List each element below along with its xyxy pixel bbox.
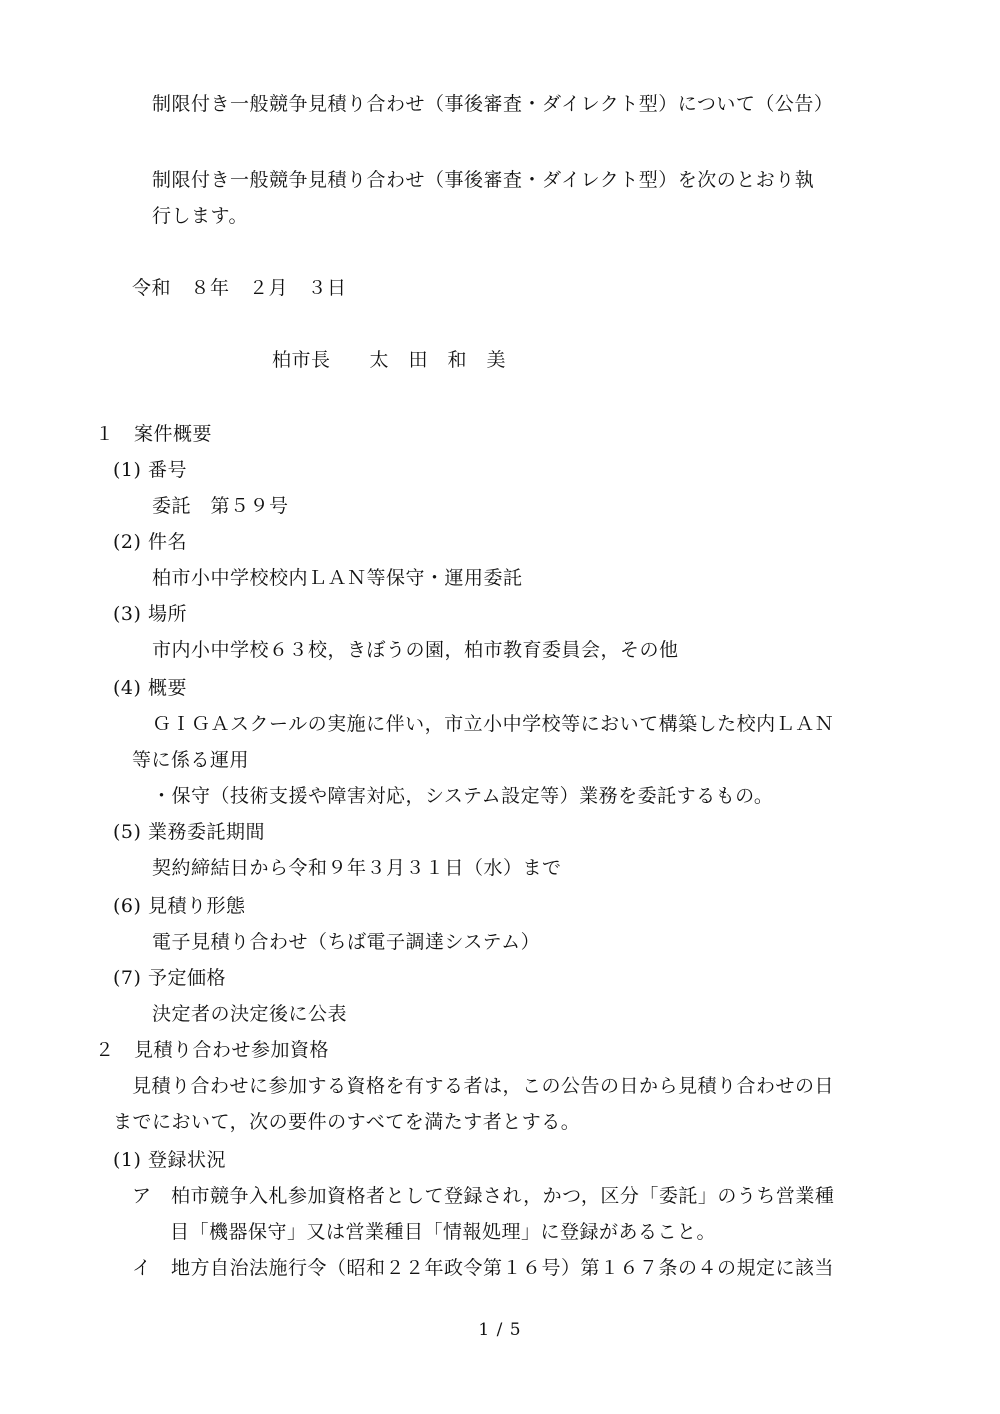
item-5-label: (5) 業務委託期間 [113, 821, 265, 843]
page-number: 1 / 5 [478, 1320, 522, 1340]
item-7-label: (7) 予定価格 [113, 967, 226, 989]
item-2-label: (2) 件名 [113, 531, 187, 553]
item-4-text-line-1: ＧＩＧＡスクールの実施に伴い，市立小中学校等において構築した校内ＬＡＮ [152, 713, 835, 735]
notice-title: 制限付き一般競争見積り合わせ（事後審査・ダイレクト型）について（公告） [152, 93, 834, 115]
item-1-label: (1) 番号 [113, 459, 187, 481]
item-i-line-1: イ 地方自治法施行令（昭和２２年政令第１６号）第１６７条の４の規定に該当 [132, 1257, 835, 1279]
item-6-label: (6) 見積り形態 [113, 895, 246, 917]
item-a-line-1: ア 柏市競争入札参加資格者として登録され，かつ，区分「委託」のうち営業種 [132, 1185, 835, 1207]
notice-issuer: 柏市長 太 田 和 美 [272, 349, 507, 371]
item-4-text-line-3: ・保守（技術支援や障害対応，システム設定等）業務を委託するもの。 [152, 785, 774, 807]
item-2-text: 柏市小中学校校内ＬＡＮ等保守・運用委託 [152, 567, 523, 589]
item-a-line-2: 目「機器保守」又は営業種目「情報処理」に登録があること。 [170, 1221, 717, 1243]
item-6-text: 電子見積り合わせ（ちば電子調達システム） [152, 931, 541, 953]
item-4-label: (4) 概要 [113, 677, 187, 699]
section-2-intro-line-1: 見積り合わせに参加する資格を有する者は，この公告の日から見積り合わせの日 [132, 1075, 835, 1097]
section-1-heading: １ 案件概要 [95, 423, 213, 445]
section-2-heading: ２ 見積り合わせ参加資格 [95, 1039, 330, 1061]
notice-intro-line-1: 制限付き一般競争見積り合わせ（事後審査・ダイレクト型）を次のとおり執 [152, 169, 815, 191]
notice-intro-line-2: 行します。 [152, 205, 248, 227]
notice-date: 令和 ８年 ２月 ３日 [132, 277, 347, 299]
item-3-label: (3) 場所 [113, 603, 187, 625]
section-2-sub-1-label: (1) 登録状況 [113, 1149, 226, 1171]
item-3-text: 市内小中学校６３校，きぼうの園，柏市教育委員会，その他 [152, 639, 679, 661]
item-1-text: 委託 第５９号 [152, 495, 289, 517]
item-4-text-line-2: 等に係る運用 [132, 749, 250, 771]
item-7-text: 決定者の決定後に公表 [152, 1003, 348, 1025]
item-5-text: 契約締結日から令和９年３月３１日（水）まで [152, 857, 562, 879]
section-2-intro-line-2: までにおいて，次の要件のすべてを満たす者とする。 [113, 1111, 581, 1133]
